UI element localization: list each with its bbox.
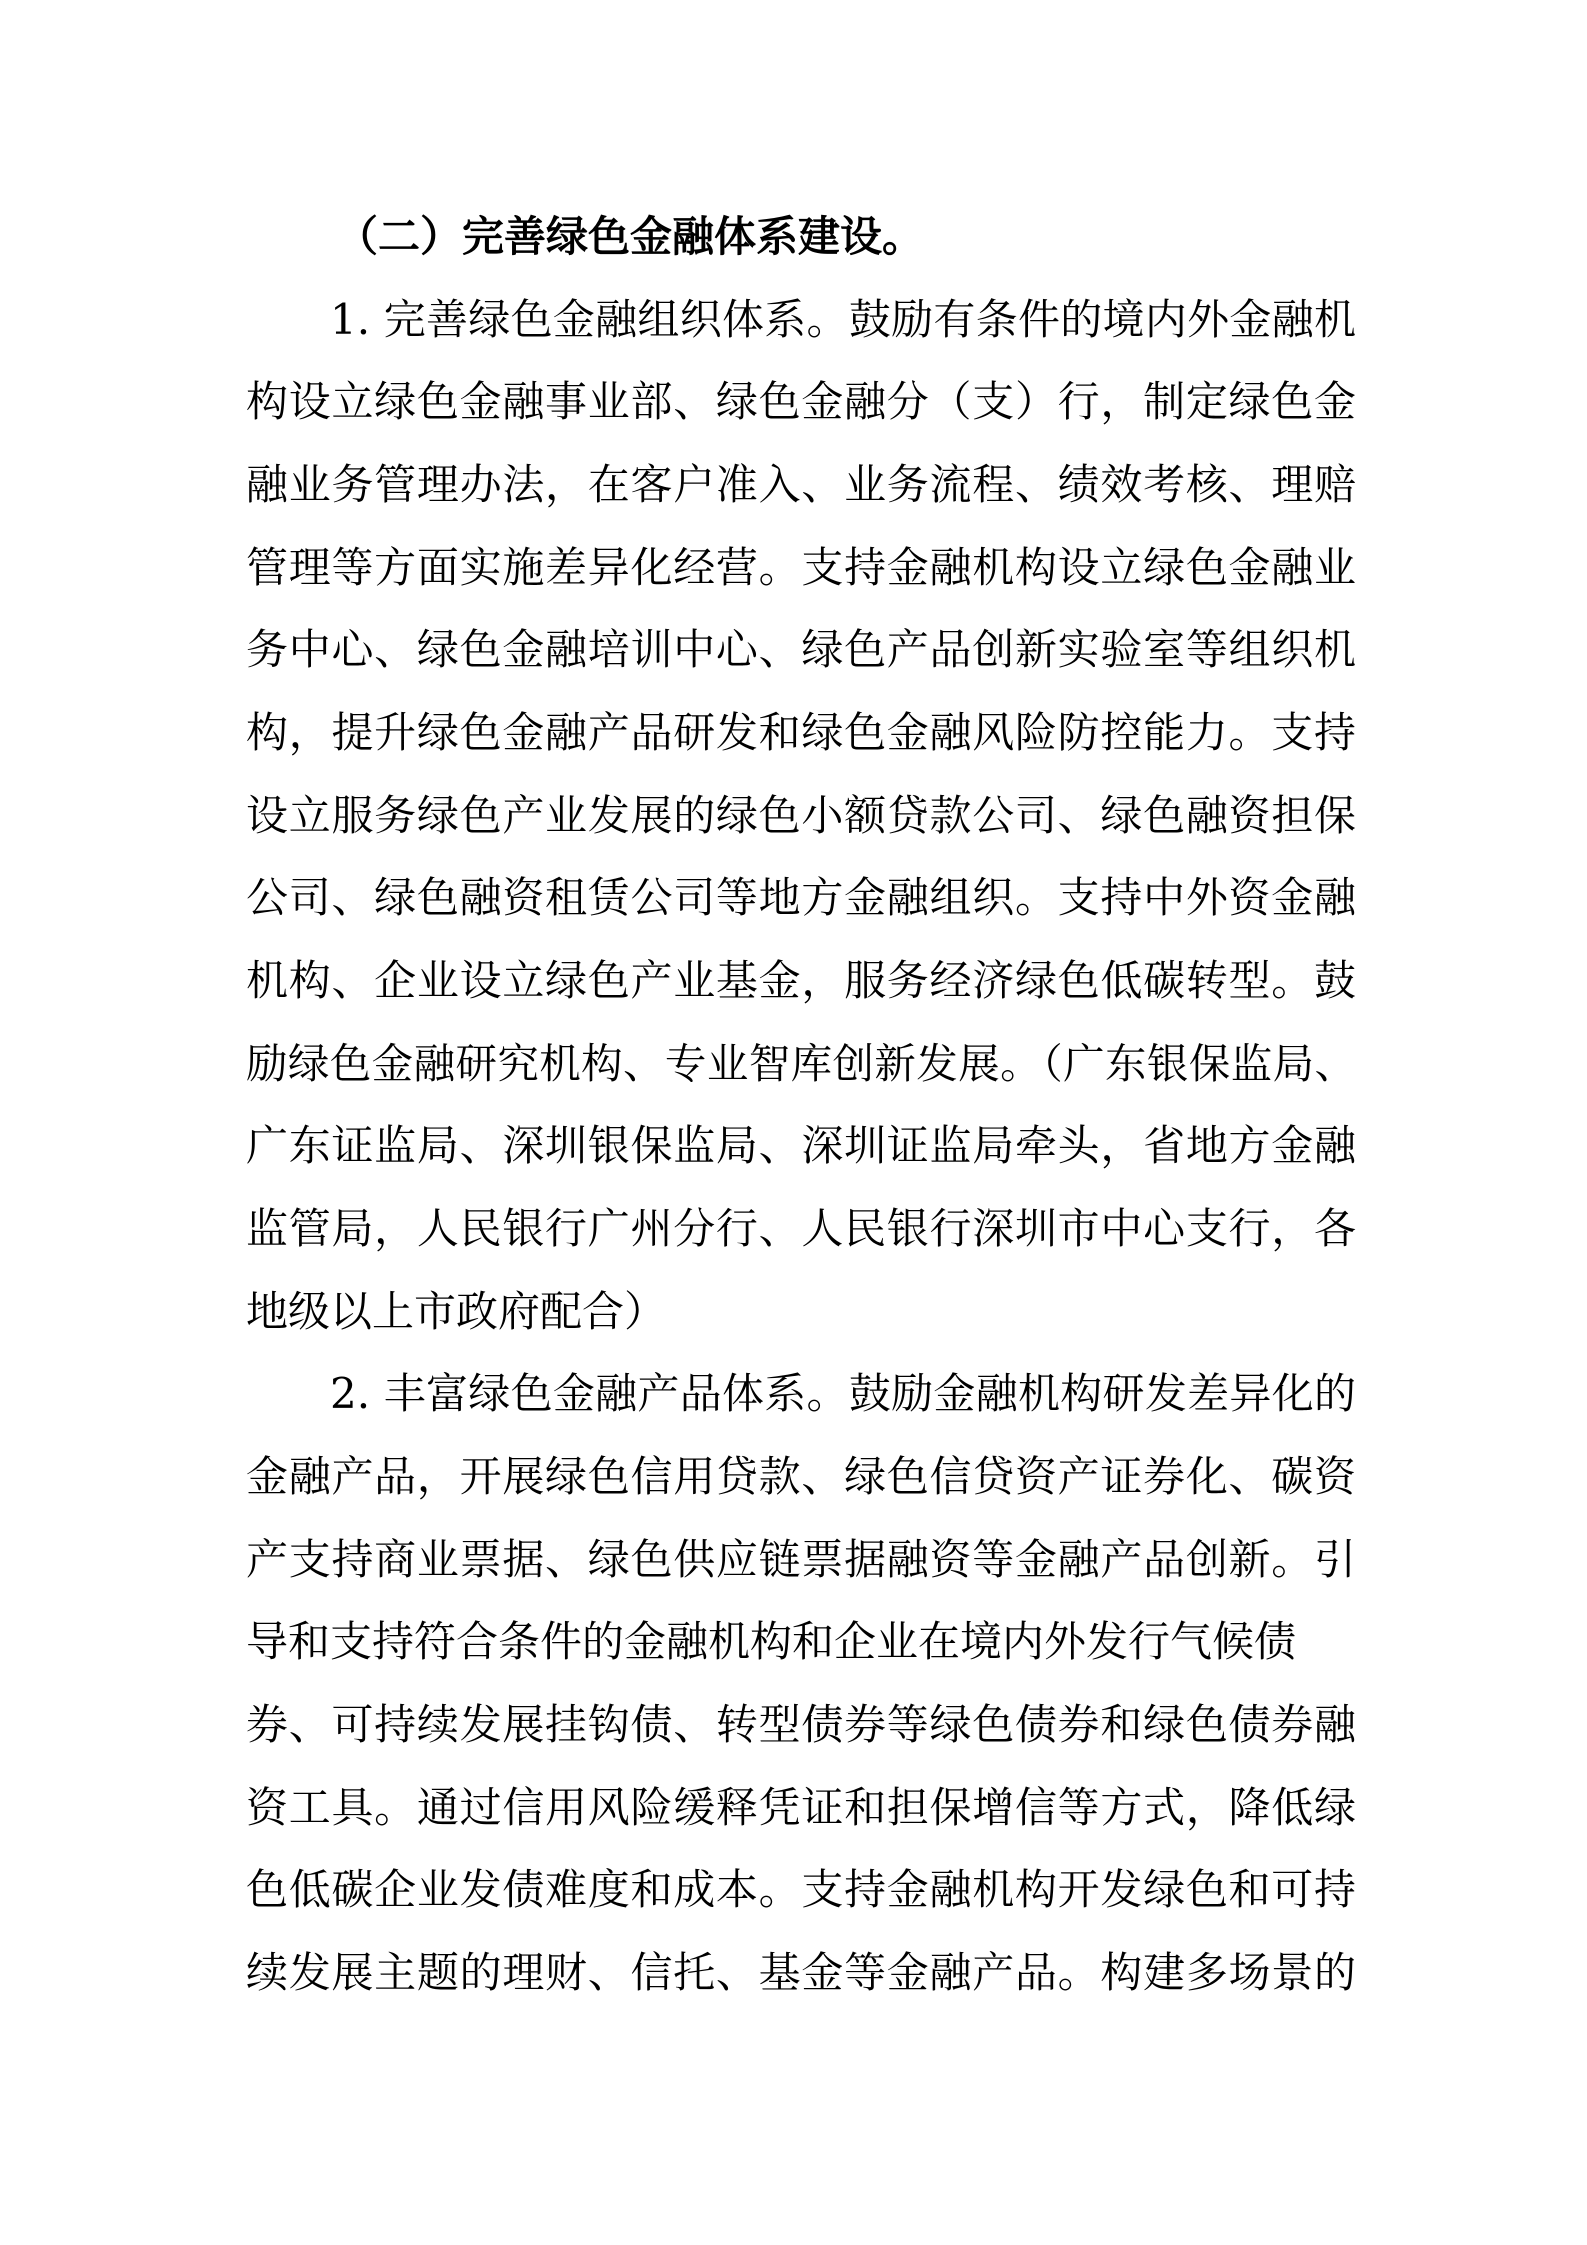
paragraph-1-line: 监管局，人民银行广州分行、人民银行深圳市中心支行，各 xyxy=(246,1204,1356,1253)
paragraph-1-line: 地级以上市政府配合） xyxy=(246,1287,667,1336)
paragraph-1-line: 构，提升绿色金融产品研发和绿色金融风险防控能力。支持 xyxy=(246,708,1356,757)
paragraph-2-line: 导和支持符合条件的金融机构和企业在境内外发行气候债 xyxy=(246,1617,1297,1666)
paragraph-1-line: 构设立绿色金融事业部、绿色金融分（支）行，制定绿色金 xyxy=(246,377,1356,426)
section-heading: （二）完善绿色金融体系建设。 xyxy=(336,212,925,261)
paragraph-2-line: 2. 丰富绿色金融产品体系。鼓励金融机构研发差异化的 xyxy=(330,1369,1356,1418)
paragraph-2-line: 券、可持续发展挂钩债、转型债券等绿色债券和绿色债券融 xyxy=(246,1700,1356,1749)
paragraph-1-line: 设立服务绿色产业发展的绿色小额贷款公司、绿色融资担保 xyxy=(246,791,1356,840)
paragraph-2-line: 产支持商业票据、绿色供应链票据融资等金融产品创新。引 xyxy=(246,1535,1356,1584)
paragraph-2-line: 续发展主题的理财、信托、基金等金融产品。构建多场景的 xyxy=(246,1948,1356,1997)
paragraph-2-line: 资工具。通过信用风险缓释凭证和担保增信等方式，降低绿 xyxy=(246,1783,1356,1832)
paragraph-1-line: 广东证监局、深圳银保监局、深圳证监局牵头，省地方金融 xyxy=(246,1121,1356,1170)
paragraph-1-line: 务中心、绿色金融培训中心、绿色产品创新实验室等组织机 xyxy=(246,625,1356,674)
paragraph-1-line: 公司、绿色融资租赁公司等地方金融组织。支持中外资金融 xyxy=(246,873,1356,922)
paragraph-1-line: 1. 完善绿色金融组织体系。鼓励有条件的境内外金融机 xyxy=(330,295,1356,344)
paragraph-1-line: 机构、企业设立绿色产业基金，服务经济绿色低碳转型。鼓 xyxy=(246,956,1356,1005)
paragraph-1-line: 励绿色金融研究机构、专业智库创新发展。（广东银保监局、 xyxy=(246,1039,1356,1088)
paragraph-2-line: 金融产品，开展绿色信用贷款、绿色信贷资产证券化、碳资 xyxy=(246,1452,1356,1501)
paragraph-1-line: 融业务管理办法，在客户准入、业务流程、绩效考核、理赔 xyxy=(246,460,1356,509)
paragraph-1-line: 管理等方面实施差异化经营。支持金融机构设立绿色金融业 xyxy=(246,543,1356,592)
paragraph-2-line: 色低碳企业发债难度和成本。支持金融机构开发绿色和可持 xyxy=(246,1865,1356,1914)
